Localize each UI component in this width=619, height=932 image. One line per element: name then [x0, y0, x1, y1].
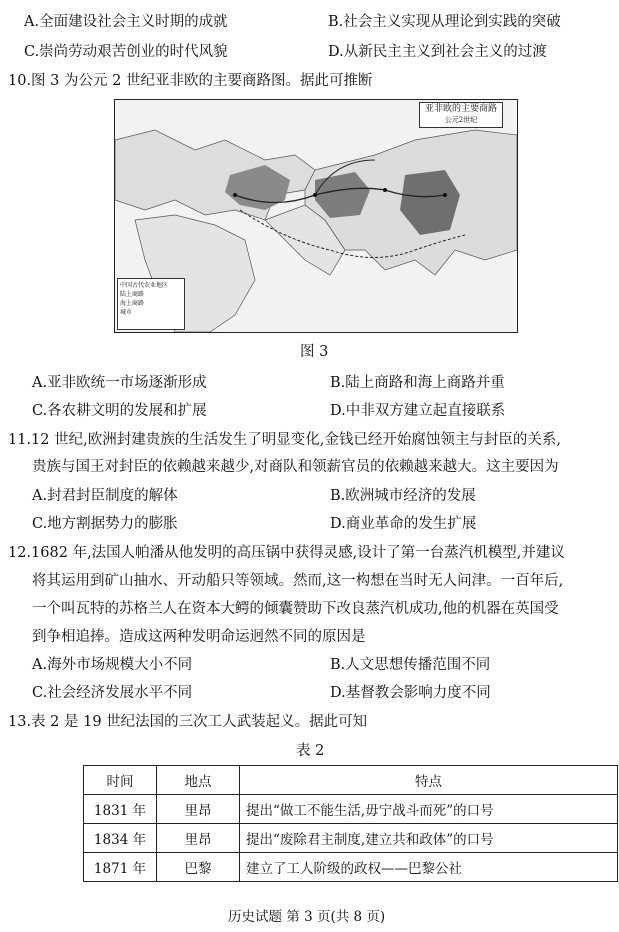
q11-option-b: B.欧洲城市经济的发展	[330, 488, 476, 504]
map-title: 亚非欧的主要商路 公元2世纪	[419, 102, 503, 128]
page-footer: 历史试题 第 3 页(共 8 页)	[228, 909, 386, 925]
q11-option-a: A.封君封臣制度的解体	[32, 488, 178, 504]
q12-stem-line4: 到争相追捧。造成这两种发明命运迥然不同的原因是	[32, 629, 366, 645]
table-title: 表 2	[296, 743, 325, 759]
legend-item: 城市	[120, 309, 133, 316]
map-subtitle: 公元2世纪	[444, 116, 478, 124]
cell-feature: 建立了工人阶级的政权——巴黎公社	[240, 853, 618, 882]
q10-stem: 10.图 3 为公元 2 世纪亚非欧的主要商路图。据此可推断	[8, 73, 373, 89]
q10-option-d: D.中非双方建立起直接联系	[330, 403, 506, 419]
header-place: 地点	[157, 766, 240, 795]
q12-stem-line3: 一个叫瓦特的苏格兰人在资本大鳄的倾囊赞助下改良蒸汽机成功,他的机器在英国受	[32, 601, 559, 617]
q10-option-b: B.陆上商路和海上商路并重	[330, 375, 505, 391]
trade-route-map	[114, 99, 518, 333]
q11-stem-line1: 11.12 世纪,欧洲封建贵族的生活发生了明显变化,金钱已经开始腐蚀领主与封臣的关系,	[8, 432, 561, 448]
q10-option-c: C.各农耕文明的发展和扩展	[32, 403, 207, 419]
cell-feature: 提出“做工不能生活,毋宁战斗而死”的口号	[240, 795, 618, 824]
header-feature: 特点	[240, 766, 618, 795]
legend-item: 海上商路	[120, 300, 145, 307]
q9-option-b: B.社会主义实现从理论到实践的突破	[328, 14, 561, 30]
cell-place: 里昂	[157, 795, 240, 824]
q11-option-c: C.地方割据势力的膨胀	[32, 516, 178, 532]
table-row	[84, 853, 618, 882]
table-header-row	[84, 766, 618, 795]
q12-option-c: C.社会经济发展水平不同	[32, 685, 193, 701]
cell-place: 里昂	[157, 824, 240, 853]
q12-stem-line2: 将其运用到矿山抽水、开动船只等领域。然而,这一构想在当时无人问津。一百年后,	[32, 573, 564, 589]
table-row	[84, 795, 618, 824]
cell-time: 1871 年	[84, 853, 157, 882]
q12-option-d: D.基督教会影响力度不同	[330, 685, 491, 701]
q12-stem-line1: 12.1682 年,法国人帕潘从他发明的高压锅中获得灵感,设计了第一台蒸汽机模型,并建议	[8, 545, 565, 561]
figure-label: 图 3	[300, 344, 329, 360]
q11-option-d: D.商业革命的发生扩展	[330, 516, 477, 532]
header-time: 时间	[84, 766, 157, 795]
cell-place: 巴黎	[157, 853, 240, 882]
map-legend	[117, 278, 185, 330]
q12-option-a: A.海外市场规模大小不同	[32, 657, 193, 673]
legend-item: 中国古代农业地区	[120, 282, 169, 289]
q12-option-b: B.人文思想传播范围不同	[330, 657, 491, 673]
q9-option-d: D.从新民主主义到社会主义的过渡	[328, 44, 547, 60]
uprisings-table	[83, 765, 618, 882]
cell-feature: 提出“废除君主制度,建立共和政体”的口号	[240, 824, 618, 853]
q9-option-c: C.崇尚劳动艰苦创业的时代风貌	[24, 44, 228, 60]
q10-option-a: A.亚非欧统一市场逐渐形成	[32, 375, 207, 391]
legend-item: 陆上商路	[120, 291, 145, 298]
q13-stem: 13.表 2 是 19 世纪法国的三次工人武装起义。据此可知	[8, 714, 368, 730]
table-row	[84, 824, 618, 853]
q9-option-a: A.全面建设社会主义时期的成就	[24, 14, 228, 30]
cell-time: 1831 年	[84, 795, 157, 824]
q11-stem-line2: 贵族与国王对封臣的依赖越来越少,对商队和领薪官员的依赖越来越大。这主要因为	[32, 459, 559, 475]
cell-time: 1834 年	[84, 824, 157, 853]
